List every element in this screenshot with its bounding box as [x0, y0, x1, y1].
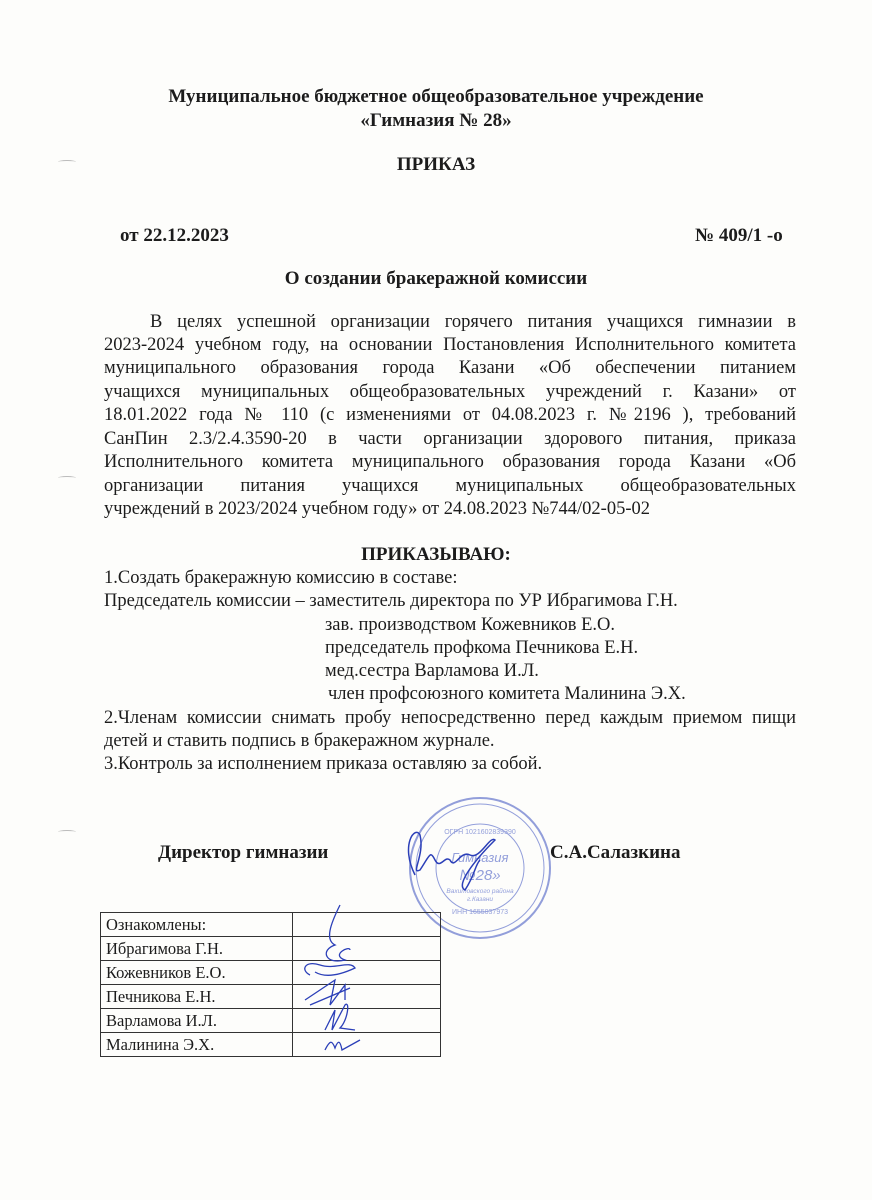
preamble-line: учреждений в 2023/2024 учебном году» от 24.08.2023 №744/02-05-02 — [104, 499, 650, 519]
ack-name: Кожевников Е.О. — [101, 961, 293, 985]
svg-text:Вахитовского района: Вахитовского района — [446, 888, 514, 895]
preamble-line: СанПин 2.3/2.4.3590-20 в части организации здорового питания, приказа — [104, 429, 796, 449]
preamble-line: В целях успешной организации горячего питания учащихся гимназии в — [150, 312, 796, 332]
ack-name: Ибрагимова Г.Н. — [101, 937, 293, 961]
preamble-line: организации питания учащихся муниципальных общеобразовательных — [104, 476, 796, 496]
ack-name: Варламова И.Л. — [101, 1009, 293, 1033]
ack-name: Печникова Е.Н. — [101, 985, 293, 1009]
org-name-line2: «Гимназия № 28» — [360, 110, 512, 131]
commission-member: зав. производством Кожевников Е.О. — [325, 615, 616, 635]
order-number: № 409/1 -о — [695, 225, 783, 246]
signatory-name: С.А.Салазкина — [550, 842, 681, 863]
svg-text:№28»: №28» — [459, 867, 501, 884]
document-type: ПРИКАЗ — [396, 154, 476, 175]
org-name: Муниципальное бюджетное общеобразовательное учреждение — [168, 86, 704, 107]
order-heading: ПРИКАЗЫВАЮ: — [361, 544, 511, 565]
order-date: от 22.12.2023 — [120, 225, 229, 246]
order-item-1: 1.Создать бракеражную комиссию в составе: — [104, 568, 458, 588]
scan-mark — [58, 830, 76, 834]
order-item-3: 3.Контроль за исполнением приказа оставляю за собой. — [104, 754, 543, 774]
commission-member: мед.сестра Варламова И.Л. — [325, 661, 539, 681]
preamble-line: 18.01.2022 года № 110 (с изменениями от 04.08.2023 г. №2196 ), требований — [104, 405, 796, 425]
staff-signatures — [290, 900, 390, 1060]
ack-name: Малинина Э.Х. — [101, 1033, 293, 1057]
scan-mark — [58, 476, 76, 480]
preamble-line: 2023-2024 учебном году, на основании Постановления Исполнительного комитета — [104, 335, 796, 355]
preamble-line: муниципального образования города Казани «Об обеспечении питанием — [104, 358, 796, 378]
svg-text:г.Казани: г.Казани — [466, 896, 494, 903]
svg-text:ИНН 1655037973: ИНН 1655037973 — [451, 909, 509, 916]
svg-text:Гимназия: Гимназия — [451, 850, 509, 865]
svg-text:ОГРН 1021602839390: ОГРН 1021602839390 — [444, 829, 516, 836]
director-signature — [395, 815, 505, 895]
ack-header: Ознакомлены: — [101, 913, 293, 937]
commission-member: член профсоюзного комитета Малинина Э.Х. — [328, 684, 686, 704]
preamble-line: Исполнительного комитета муниципального образования города Казани «Об — [104, 452, 796, 472]
order-item-2: 2.Членам комиссии снимать пробу непосредственно перед каждым приемом пищи — [104, 708, 796, 728]
commission-member: председатель профкома Печникова Е.Н. — [325, 638, 639, 658]
order-item-2-cont: детей и ставить подпись в бракеражном журнале. — [104, 731, 495, 751]
commission-chair: Председатель комиссии – заместитель директора по УР Ибрагимова Г.Н. — [104, 591, 678, 611]
signatory-position: Директор гимназии — [158, 842, 329, 863]
preamble-line: учащихся муниципальных общеобразовательных учреждений г. Казани» от — [104, 382, 796, 402]
order-subject: О создании бракеражной комиссии — [284, 268, 588, 289]
